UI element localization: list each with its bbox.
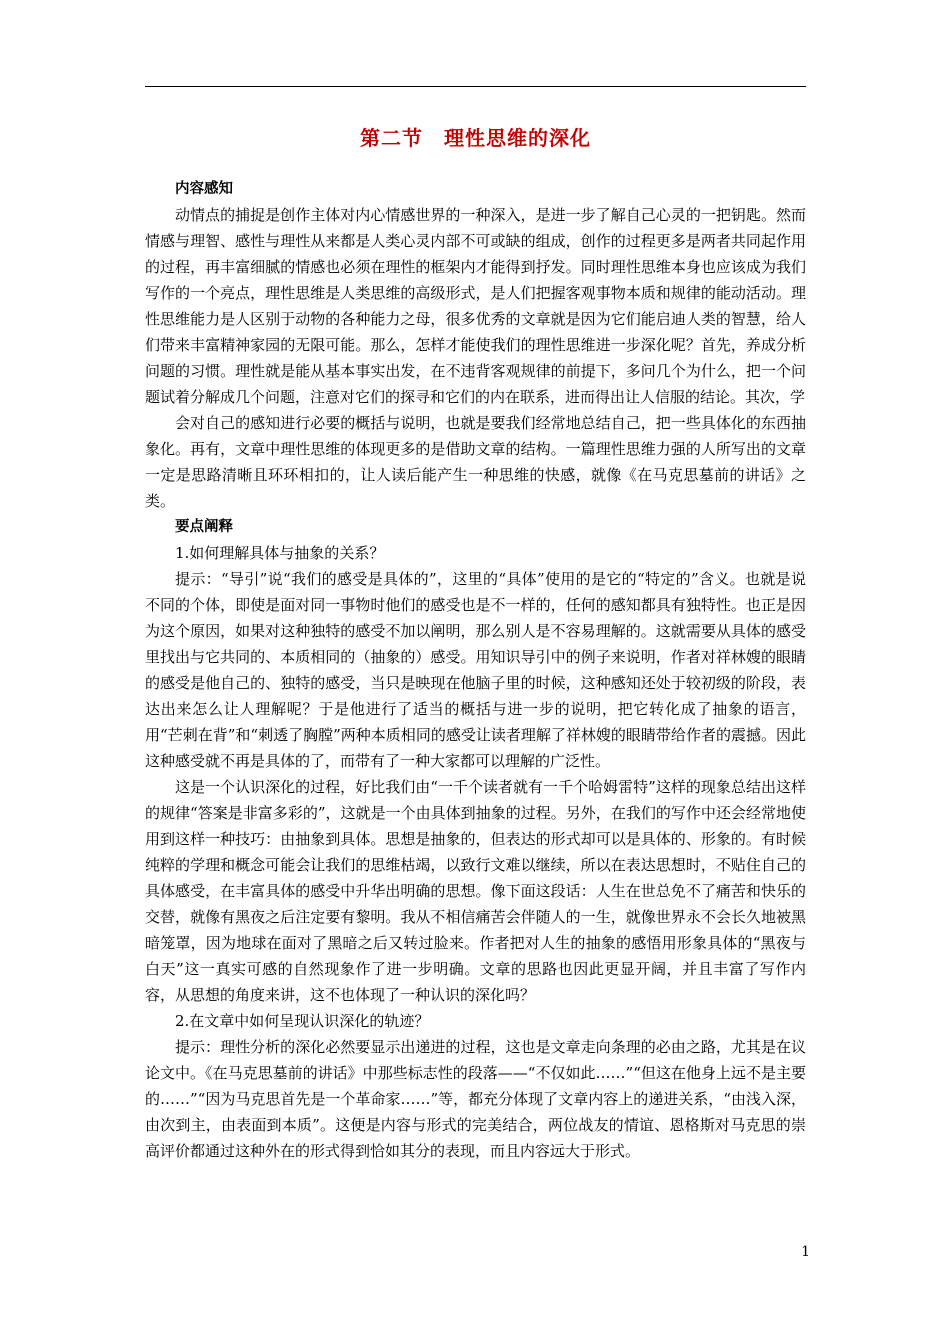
paragraph: 会对自己的感知进行必要的概括与说明，也就是要我们经常地总结自己，把一些具体化的东西抽象化。再有，文章中理性思维的体现更多的是借助文章的结构。一篇理性思维力强的人所写出的文章一定是思路清晰且环环相扣的，让人读后能产生一种思维的快感，就像《在马克思墓前的讲话》之类。	[145, 414, 806, 510]
page-number: 1	[801, 1244, 810, 1260]
paragraph: 提示：理性分析的深化必然要显示出递进的过程，这也是文章走向条理的必由之路，尤其是在议论文中。《在马克思墓前的讲话》中那些标志性的段落——“不仅如此……”“但这在他身上远不是主要的……”“因为马克思首先是一个革命家……”等，都充分体现了文章内容上的递进关系，“由浅入深，由次到主，由表面到本质”。这便是内容与形式的完美结合，两位战友的情谊、恩格斯对马克思的崇高评价都通过这种外在的形式得到恰如其分的表现，而且内容远大于形式。	[145, 1038, 806, 1160]
document-body	[145, 176, 806, 1164]
paragraph: 提示：“导引”说“我们的感受是具体的”，这里的“具体”使用的是它的“特定的”含义。也就是说不同的个体，即使是面对同一事物时他们的感受也是不一样的，任何的感知都具有独特性。也正是因为这个原因，如果对这种独特的感受不加以阐明，那么别人是不容易理解的。这就需要从具体的感受里找出与它共同的、本质相同的（抽象的）感受。用知识导引中的例子来说明，作者对祥林嫂的眼睛的感受是他自己的、独特的感受，当只是映现在他脑子里的时候，这种感知还处于较初级的阶段，表达出来怎么让人理解呢？于是他进行了适当的概括与进一步的说明，把它转化成了抽象的语言，用“芒刺在背”和“刺透了胸膛”两种本质相同的感受让读者理解了祥林嫂的眼睛带给作者的震撼。因此这种感受就不再是具体的了，而带有了一种大家都可以理解的广泛性。	[145, 570, 806, 770]
page-title: 第二节 理性思维的深化	[360, 126, 591, 150]
paragraph: 这是一个认识深化的过程，好比我们由“一千个读者就有一千个哈姆雷特”这样的现象总结出这样的规律“答案是非富多彩的”，这就是一个由具体到抽象的过程。另外，在我们的写作中还会经常地使用到这样一种技巧：由抽象到具体。思想是抽象的，但表达的形式却可以是具体的、形象的。有时候纯粹的学理和概念可能会让我们的思维枯竭，以致行文难以继续，所以在表达思想时，不贴住自己的具体感受，在丰富具体的感受中升华出明确的思想。像下面这段话：人生在世总免不了痛苦和快乐的交替，就像有黑夜之后注定要有黎明。我从不相信痛苦会伴随人的一生，就像世界永不会长久地被黑暗笼罩，因为地球在面对了黑暗之后又转过脸来。作者把对人生的抽象的感悟用形象具体的“黑夜与白天”这一真实可感的自然现象作了进一步明确。文章的思路也因此更显开阔，并且丰富了写作内容，从思想的角度来讲，这不也体现了一种认识的深化吗？	[145, 778, 806, 1004]
question-1: 1.如何理解具体与抽象的关系？	[175, 544, 385, 562]
question-2: 2.在文章中如何呈现认识深化的轨迹？	[175, 1012, 430, 1030]
section-heading-content: 内容感知	[175, 181, 233, 197]
section-heading-points: 要点阐释	[175, 519, 233, 535]
header-rule	[145, 86, 806, 87]
paragraph: 动情点的捕捉是创作主体对内心情感世界的一种深入，是进一步了解自己心灵的一把钥匙。然而情感与理智、感性与理性从来都是人类心灵内部不可或缺的组成，创作的过程更多是两者共同起作用的过程，再丰富细腻的情感也必须在理性的框架内才能得到抒发。同时理性思维本身也应该成为我们写作的一个亮点，理性思维是人类思维的高级形式，是人们把握客观事物本质和规律的能动活动。理性思维能力是人区别于动物的各种能力之母，很多优秀的文章就是因为它们能启迪人类的智慧，给人们带来丰富精神家园的无限可能。那么，怎样才能使我们的理性思维进一步深化呢？首先，养成分析问题的习惯。理性就是能从基本事实出发，在不违背客观规律的前提下，多问几个为什么，把一个问题试着分解成几个问题，注意对它们的探寻和它们的内在联系，进而得出让人信服的结论。其次，学	[145, 206, 806, 406]
